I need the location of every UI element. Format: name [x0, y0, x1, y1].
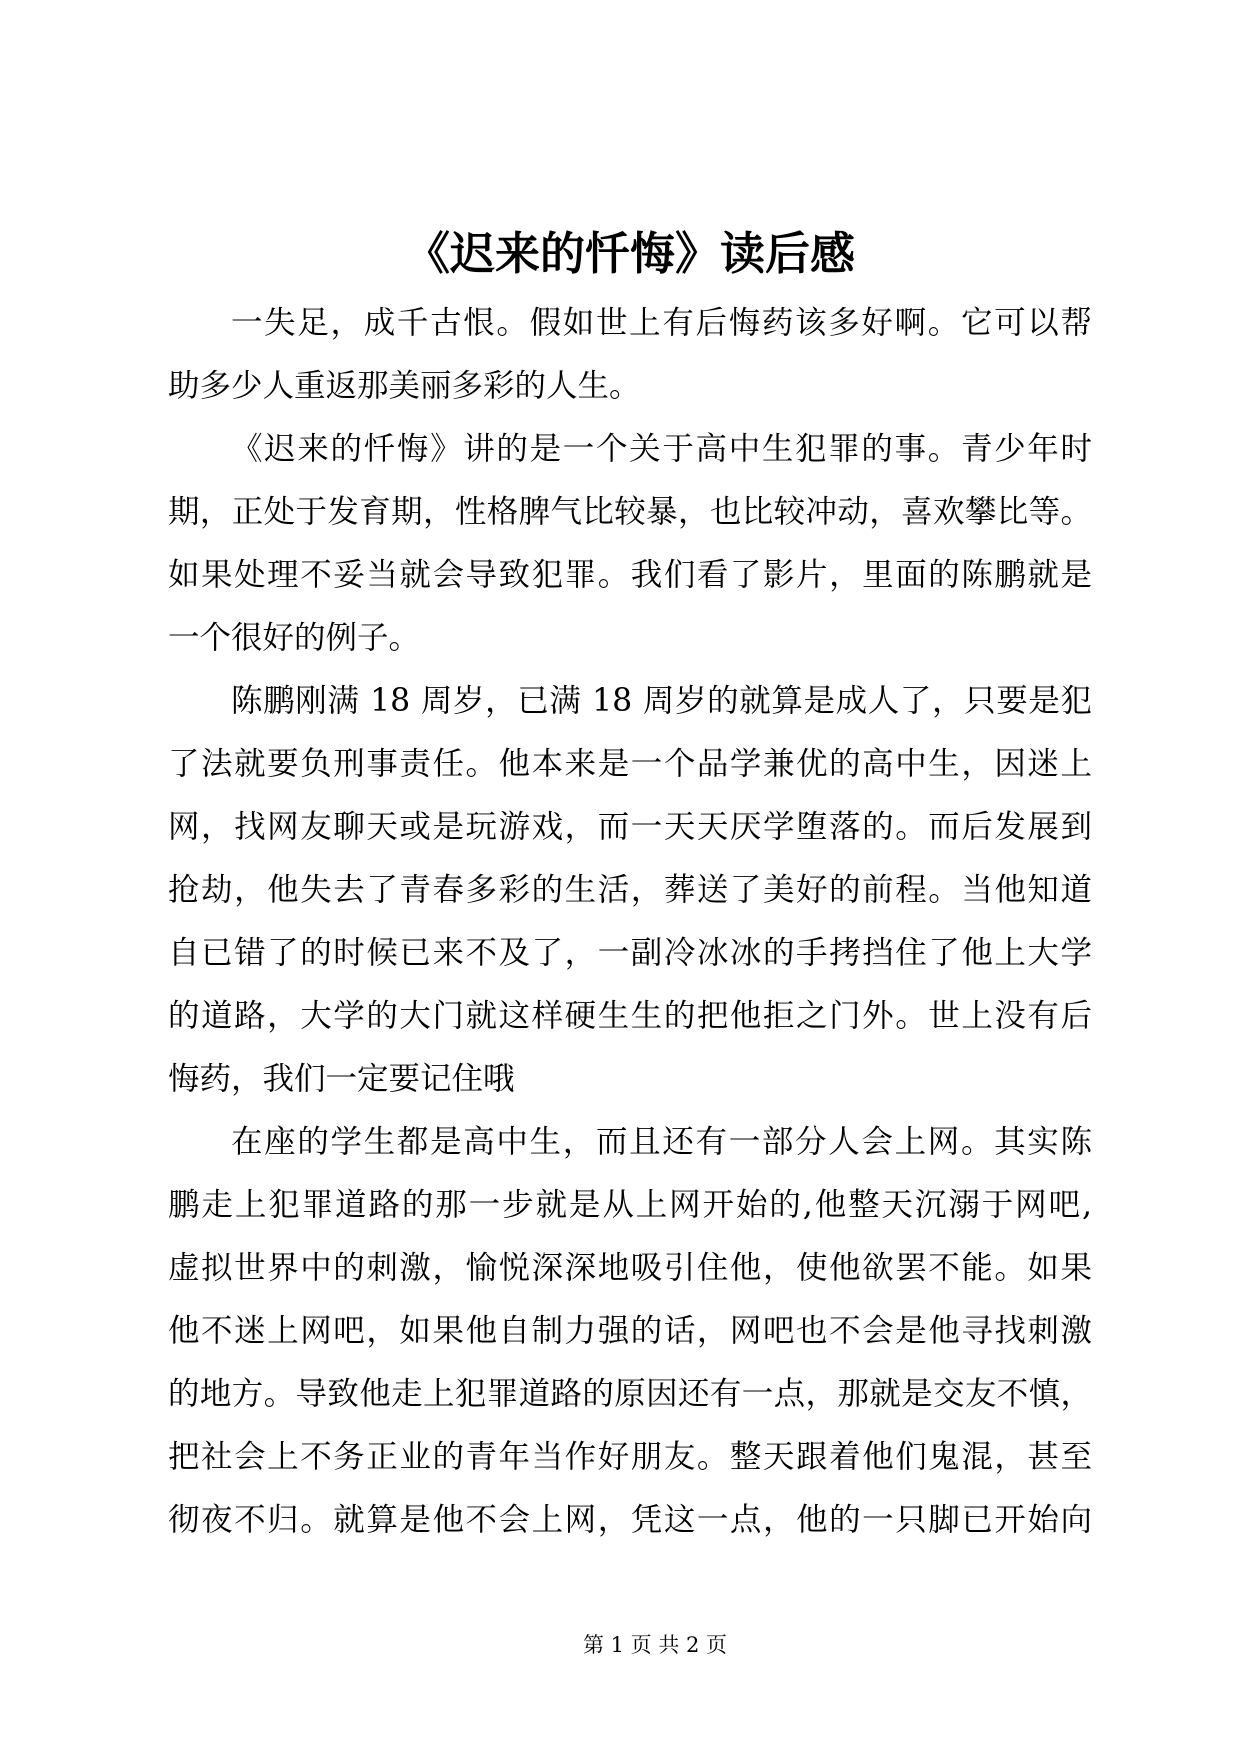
text-line: 把社会上不务正业的青年当作好朋友。整天跟着他们鬼混，甚至: [168, 1439, 1092, 1475]
text-line: 《迟来的忏悔》讲的是一个关于高中生犯罪的事。青少年时: [231, 431, 1092, 467]
text-line: 在座的学生都是高中生，而且还有一部分人会上网。其实陈: [231, 1124, 1092, 1160]
text-line: 抢劫，他失去了青春多彩的生活，葬送了美好的前程。当他知道: [168, 872, 1092, 908]
text-line: 鹏走上犯罪道路的那一步就是从上网开始的,他整天沉溺于网吧,: [168, 1187, 1092, 1223]
page-number-footer: 第 1 页 共 2 页: [582, 1633, 728, 1657]
text-line: 陈鹏刚满 18 周岁，已满 18 周岁的就算是成人了，只要是犯: [231, 683, 1092, 719]
text-line: 他不迷上网吧，如果他自制力强的话，网吧也不会是他寻找刺激: [168, 1313, 1092, 1349]
text-line: 如果处理不妥当就会导致犯罪。我们看了影片，里面的陈鹏就是: [168, 557, 1092, 593]
text-line: 悔药，我们一定要记住哦: [168, 1061, 515, 1097]
document-body: [168, 292, 1092, 1552]
text-line: 一失足，成千古恨。假如世上有后悔药该多好啊。它可以帮: [231, 305, 1092, 341]
paragraph-1: [168, 292, 1092, 418]
text-line: 虚拟世界中的刺激，愉悦深深地吸引住他，使他欲罢不能。如果: [168, 1250, 1092, 1286]
text-line: 助多少人重返那美丽多彩的人生。: [168, 368, 641, 404]
text-line: 一个很好的例子。: [168, 620, 421, 656]
text-line: 网，找网友聊天或是玩游戏，而一天天厌学堕落的。而后发展到: [168, 809, 1092, 845]
paragraph-4: [168, 1111, 1092, 1552]
text-line: 期，正处于发育期，性格脾气比较暴，也比较冲动，喜欢攀比等。: [168, 494, 1092, 530]
text-line: 彻夜不归。就算是他不会上网，凭这一点，他的一只脚已开始向: [168, 1502, 1092, 1538]
text-line: 的地方。导致他走上犯罪道路的原因还有一点，那就是交友不慎，: [168, 1376, 1092, 1412]
text-line: 自已错了的时候已来不及了，一副冷冰冰的手拷挡住了他上大学: [168, 935, 1092, 971]
document-title: 《迟来的忏悔》读后感: [404, 227, 855, 280]
paragraph-2: [168, 418, 1092, 670]
paragraph-3: [168, 670, 1092, 1111]
text-line: 了法就要负刑事责任。他本来是一个品学兼优的高中生，因迷上: [168, 746, 1092, 782]
text-line: 的道路，大学的大门就这样硬生生的把他拒之门外。世上没有后: [168, 998, 1092, 1034]
